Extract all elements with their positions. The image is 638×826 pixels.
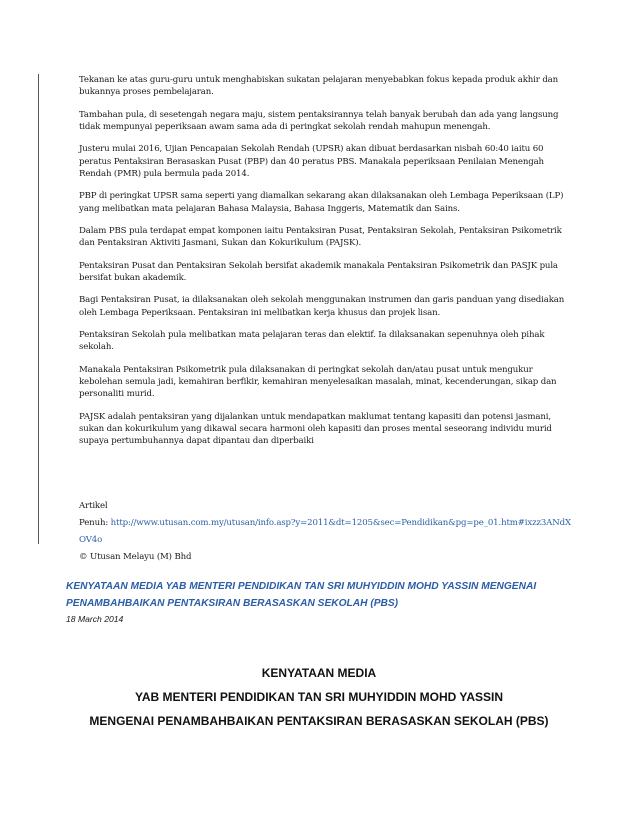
source-link-continued[interactable]: OV4o <box>79 535 103 545</box>
source-link-line <box>79 532 579 549</box>
statement-subtitle: YAB MENTERI PENDIDIKAN TAN SRI MUHYIDDIN MOHD YASSIN <box>134 690 504 704</box>
statement-subtitle: MENGENAI PENAMBAHBAIKAN PENTAKSIRAN BERASASKAN SEKOLAH (PBS) <box>89 714 549 728</box>
copyright-text: © Utusan Melayu (M) Bhd <box>79 552 192 562</box>
article-paragraph: Pentaksiran Pusat dan Pentaksiran Sekolah bersifat akademik manakala Pentaksiran Psikometrik dan PASJK pula bersifat bukan akademik. <box>79 260 558 283</box>
source-link-prefix: Penuh: <box>79 518 111 528</box>
press-headline-link[interactable]: KENYATAAN MEDIA YAB MENTERI PENDIDIKAN TAN SRI MUHYIDDIN MOHD YASSIN MENGENAI PENAMBAHBAIKAN PENTAKSIRAN BERASASKAN SEKOLAH (PBS) <box>66 581 537 609</box>
article-source <box>79 498 579 566</box>
article-paragraph: Dalam PBS pula terdapat empat komponen iaitu Pentaksiran Pusat, Pentaksiran Sekolah, Pentaksiran Psikometrik dan Pentaksiran Aktiviti Jasmani, Sukan dan Kokurikulum (PAJSK). <box>79 226 562 249</box>
article-paragraph: PAJSK adalah pentaksiran yang dijalankan untuk mendapatkan maklumat tentang kapasiti dan potensi jasmani, sukan dan kokurikulum yang dikawal secara harmoni oleh kapasiti dan proses mental seseorang individu murid supaya pertumbuhannya dapat dipantau dan diperbaiki <box>79 411 552 447</box>
article-paragraph: Tekanan ke atas guru-guru untuk menghabiskan sukatan pelajaran menyebabkan fokus kepada produk akhir dan bukannya proses pembelajaran. <box>79 75 559 98</box>
source-label: Artikel <box>79 501 108 511</box>
margin-rule <box>38 74 39 544</box>
article-body <box>79 74 571 458</box>
article-paragraph: Justeru mulai 2016, Ujian Pencapaian Sekolah Rendah (UPSR) akan dibuat berdasarkan nisbah 60:40 iaitu 60 peratus Pentaksiran Berasaskan Pusat (PBP) dan 40 peratus PBS. Manakala peperiksaan Penilaian Menengah Rendah (PMR) pula bermula pada 2014. <box>79 144 544 179</box>
article-paragraph: Pentaksiran Sekolah pula melibatkan mata pelajaran teras dan elektif. Ia dilaksanakan sepenuhnya oleh pihak sekolah. <box>79 330 545 353</box>
article-paragraph: Manakala Pentaksiran Psikometrik pula dilaksanakan di peringkat sekolah dan/atau pusat untuk mengukur kebolehan semula jadi, kemahiran berfikir, kemahiran menyelesaikan masalah, minat, kecenderungan, sikap dan personaliti murid. <box>79 364 557 400</box>
article-paragraph: Tambahan pula, di sesetengah negara maju, sistem pentaksirannya telah banyak berubah dan ada yang langsung tidak mempunyai peperiksaan awam sama ada di peringkat sekolah rendah mahupun menengah. <box>79 109 559 132</box>
source-link[interactable]: http://www.utusan.com.my/utusan/info.asp?y=2011&dt=1205&sec=Pendidikan&pg=pe_01.htm#ixzz3ANdX <box>110 518 571 528</box>
source-link-line <box>79 515 579 532</box>
statement-title: KENYATAAN MEDIA <box>261 666 377 680</box>
article-paragraph: Bagi Pentaksiran Pusat, ia dilaksanakan oleh sekolah menggunakan instrumen dan garis panduan yang disediakan oleh Lembaga Peperiksaan. Pentaksiran ini melibatkan kerja khusus dan projek lisan. <box>79 295 565 318</box>
article-paragraph: PBP di peringkat UPSR sama seperti yang diamalkan sekarang akan dilaksanakan oleh Lembaga Peperiksaan (LP) yang melibatkan mata pelajaran Bahasa Malaysia, Bahasa Inggeris, Matematik dan Sains. <box>79 191 564 214</box>
press-date: 18 March 2014 <box>66 614 124 624</box>
